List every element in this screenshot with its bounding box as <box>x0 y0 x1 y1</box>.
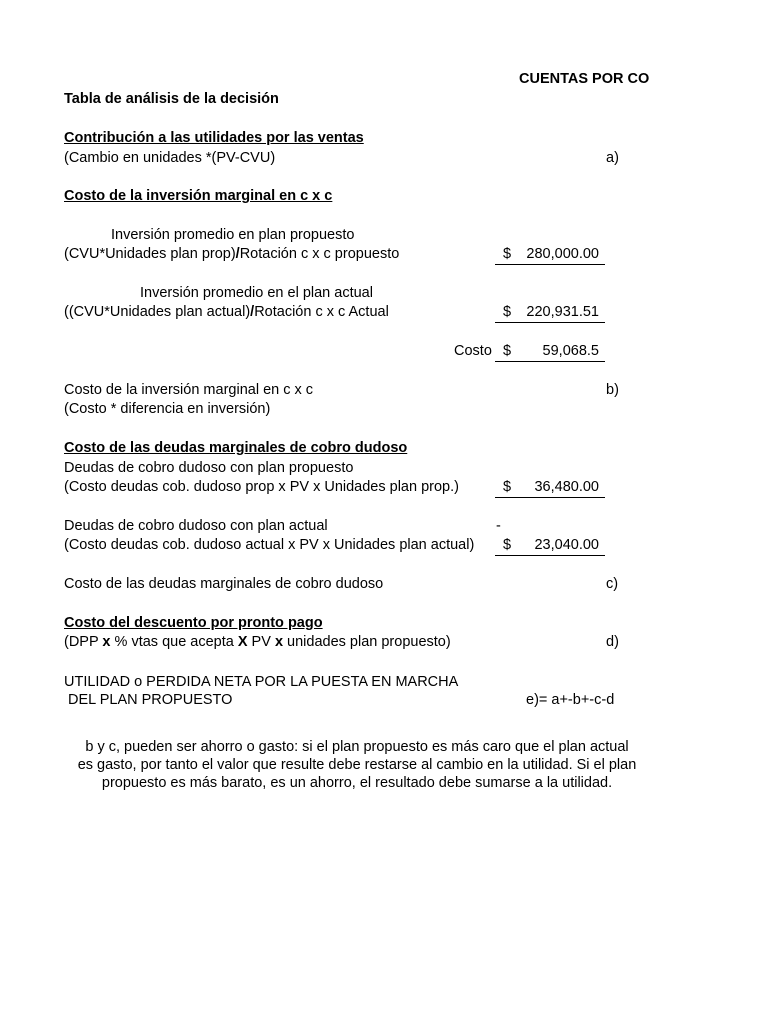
cost-amount-cell <box>495 342 605 362</box>
proposed-bad-debts-title: Deudas de cobro dudoso con plan propuesto <box>64 460 354 476</box>
dash-mark: - <box>496 518 501 534</box>
multiply-sign: x <box>102 634 111 650</box>
proposed-bad-debts-formula: (Costo deudas cob. dudoso prop x PV x Unidades plan prop.) <box>64 479 459 495</box>
currency-symbol: $ <box>503 479 512 495</box>
marginal-bad-debts-label: c) <box>606 576 619 592</box>
actual-bad-debts-amount: 23,040.00 <box>534 537 599 553</box>
table-title: Tabla de análisis de la decisión <box>64 91 279 107</box>
note-line: es gasto, por tanto el valor que resulte debe restarse al cambio en la utilidad. Si el plan <box>77 757 637 773</box>
actual-investment-formula <box>64 303 389 321</box>
actual-bad-debts-formula: (Costo deudas cob. dudoso actual x PV x Unidades plan actual) <box>64 537 475 553</box>
result-title-line1: UTILIDAD o PERDIDA NETA POR LA PUESTA EN MARCHA <box>64 674 459 690</box>
discount-formula-part: (DPP <box>64 634 103 650</box>
currency-symbol: $ <box>503 304 512 320</box>
contribution-formula: (Cambio en unidades *(PV-CVU) <box>64 150 276 166</box>
multiply-sign: X <box>237 634 248 650</box>
discount-heading: Costo del descuento por pronto pago <box>64 615 323 631</box>
contribution-heading: Contribución a las utilidades por las ventas <box>64 130 364 146</box>
note-line: propuesto es más barato, es un ahorro, el resultado debe sumarse a la utilidad. <box>101 775 613 791</box>
proposed-investment-title: Inversión promedio en plan propuesto <box>111 227 355 243</box>
proposed-formula-part2: Rotación c x c propuesto <box>239 246 400 262</box>
actual-formula-part2: Rotación c x c Actual <box>254 304 389 320</box>
marginal-investment-label: b) <box>606 382 619 398</box>
currency-symbol: $ <box>503 537 512 553</box>
contribution-label: a) <box>606 150 619 166</box>
marginal-investment-title: Costo de la inversión marginal en c x c <box>64 382 314 398</box>
result-formula-label: e)= a+-b+-c-d <box>526 692 615 708</box>
marginal-investment-formula: (Costo * diferencia en inversión) <box>64 401 271 417</box>
result-title-line2: DEL PLAN PROPUESTO <box>64 692 233 708</box>
proposed-investment-amount: 280,000.00 <box>526 246 599 262</box>
proposed-bad-debts-amount: 36,480.00 <box>534 479 599 495</box>
actual-bad-debts-amount-cell <box>495 536 605 556</box>
page-title: CUENTAS POR CO <box>519 71 650 87</box>
cost-amount: 59,068.5 <box>542 343 599 359</box>
note-line: b y c, pueden ser ahorro o gasto: si el plan propuesto es más caro que el plan actual <box>85 739 629 755</box>
investment-heading: Costo de la inversión marginal en c x c <box>64 188 333 204</box>
marginal-bad-debts-title: Costo de las deudas marginales de cobro dudoso <box>64 576 384 592</box>
proposed-investment-amount-cell <box>495 245 605 265</box>
proposed-investment-formula <box>64 245 399 263</box>
actual-bad-debts-title: Deudas de cobro dudoso con plan actual <box>64 518 328 534</box>
actual-investment-amount: 220,931.51 <box>526 304 599 320</box>
proposed-bad-debts-amount-cell <box>495 478 605 498</box>
bad-debts-heading: Costo de las deudas marginales de cobro dudoso <box>64 440 408 456</box>
proposed-formula-part1: (CVU*Unidades plan prop) <box>64 246 236 262</box>
discount-formula-part: PV <box>247 634 275 650</box>
currency-symbol: $ <box>503 246 512 262</box>
discount-formula <box>64 633 451 651</box>
currency-symbol: $ <box>503 343 512 359</box>
actual-formula-part1: ((CVU*Unidades plan actual) <box>64 304 251 320</box>
discount-formula-part: unidades plan propuesto) <box>283 634 451 650</box>
actual-investment-amount-cell <box>495 303 605 323</box>
proposed-formula-divider: / <box>235 246 240 262</box>
multiply-sign: x <box>274 634 284 650</box>
discount-label: d) <box>606 634 619 650</box>
actual-formula-divider: / <box>250 304 255 320</box>
cost-label: Costo <box>454 343 492 359</box>
discount-formula-part: % vtas que acepta <box>110 634 238 650</box>
actual-investment-title: Inversión promedio en el plan actual <box>140 285 373 301</box>
explanatory-note <box>64 738 650 792</box>
